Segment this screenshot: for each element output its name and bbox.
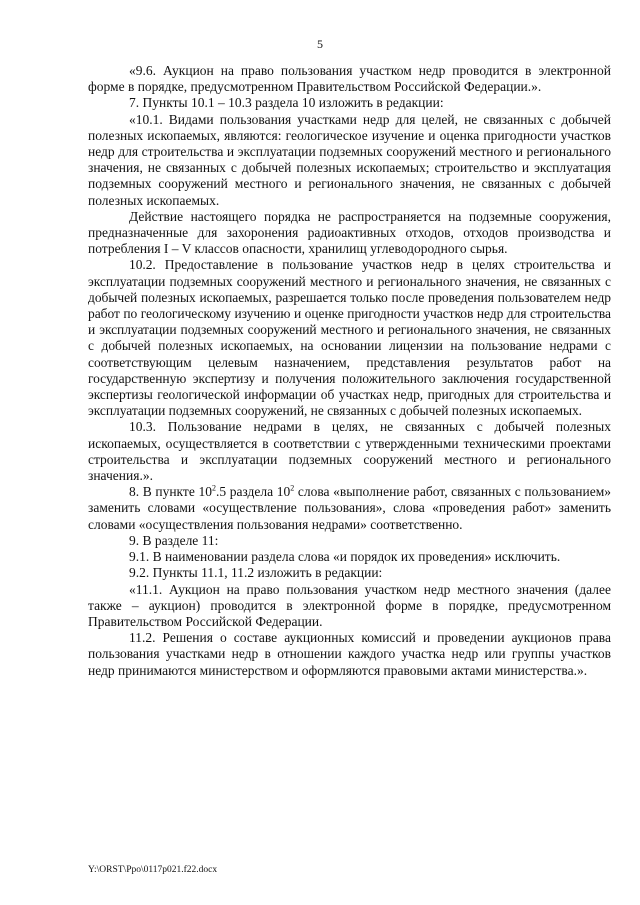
- document-body: [88, 63, 611, 679]
- paragraph-scope: Действие настоящего порядка не распространяется на подземные сооружения, предназначенные для захоронения радиоактивных отходов, отходов производства и потребления I – V классов опасности, хранилищ углеводородного сырья.: [88, 208, 611, 257]
- paragraph-10-1: «10.1. Видами пользования участками недр для целей, не связанных с добычей полезных ископаемых, являются: геологическое изучение и оценка пригодности участков недр для строительства и эксплуатации подземных сооружений местного и регионального значения, не связанных с добычей полезных ископаемых; строительство и эксплуатация подземных сооружений местного и регионального значения, не связанных с добычей полезных ископаемых.: [88, 111, 611, 208]
- paragraph-10-3: 10.3. Пользование недрами в целях, не связанных с добычей полезных ископаемых, осуществляется в соответствии с утвержденными техническими проектами строительства и эксплуатации подземных сооружений местного и регионального значения.».: [88, 419, 611, 484]
- paragraph-9-6: «9.6. Аукцион на право пользования участком недр проводится в электронной форме в порядке, предусмотренном Правительством Российской Федерации.».: [88, 63, 611, 95]
- page-number: 5: [317, 37, 323, 51]
- paragraph-11-1: «11.1. Аукцион на право пользования участком недр местного значения (далее также – аукцион) проводится в электронной форме в порядке, предусмотренном Правительством Российской Федерации.: [88, 581, 611, 629]
- footer-file-path: Y:\ORST\Ppo\0117p021.f22.docx: [88, 865, 218, 875]
- item-8-text-b: .5 раздела 10: [215, 484, 291, 500]
- paragraph-item-9-1: 9.1. В наименовании раздела слова «и порядок их проведения» исключить.: [129, 549, 561, 565]
- item-8-text-c: слова «выполнение работ, связанных с пользованием» заменить словами «осуществление пользования», слова «проведения работ» заменить словами «осуществления пользования недрами» соответственно.: [88, 484, 612, 532]
- paragraph-10-2: 10.2. Предоставление в пользование участков недр в целях строительства и эксплуатации подземных сооружений местного и регионального значения, не связанных с добычей полезных ископаемых, разрешается только после проведения пользователем недр работ по геологическому изучению и оценке пригодности участков недр для строительства и эксплуатации подземных сооружений местного и регионального значения, не связанных с добычей полезных ископаемых, на основании лицензии на пользование недрами с соответствующим целевым назначением, представления результатов работ на государственную экспертизу и получения положительного заключения государственной экспертизы геологической информации об участках недр, пригодных для строительства и эксплуатации подземных сооружений, не связанных с добычей полезных ископаемых.: [88, 257, 611, 419]
- paragraph-item-9-2: 9.2. Пункты 11.1, 11.2 изложить в редакции:: [129, 565, 383, 581]
- item-8-text-a: 8. В пункте 10: [129, 484, 212, 500]
- paragraph-item-9: 9. В разделе 11:: [129, 532, 219, 548]
- paragraph-item-8: [88, 484, 611, 533]
- paragraph-11-2: 11.2. Решения о составе аукционных комиссий и проведении аукционов права пользования участками недр в отношении каждого участка недр или группы участков недр принимаются министерством и оформляются правовыми актами министерства.».: [88, 630, 611, 678]
- item-8-superscript-a: 2: [211, 483, 216, 493]
- paragraph-item-7: 7. Пункты 10.1 – 10.3 раздела 10 изложить в редакции:: [129, 95, 444, 111]
- item-8-superscript-b: 2: [290, 483, 295, 493]
